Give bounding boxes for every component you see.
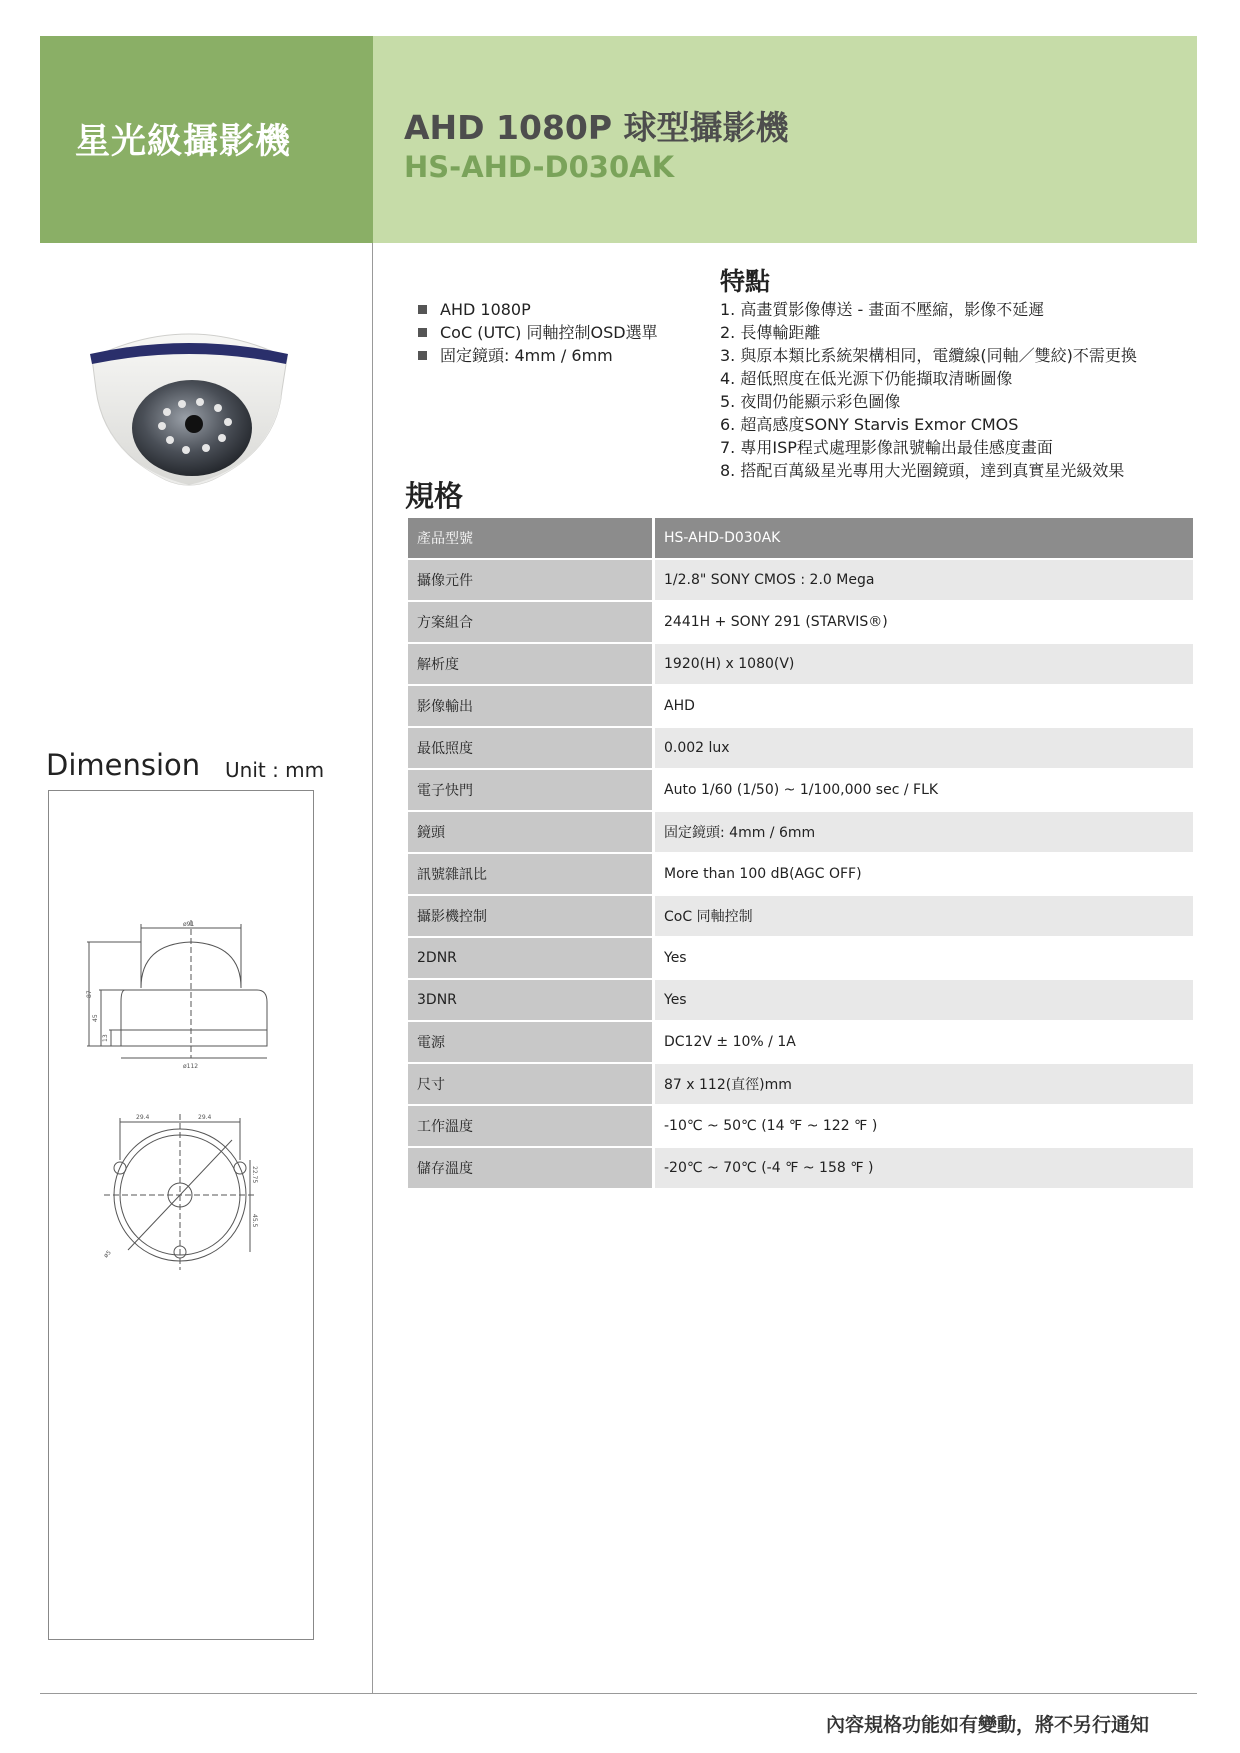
- dimension-unit: Unit : mm: [225, 758, 325, 782]
- list-item: 1. 高畫質影像傳送 - 畫面不壓縮，影像不延遲: [720, 300, 1045, 319]
- list-item: 4. 超低照度在低光源下仍能擷取清晰圖像: [720, 369, 1013, 388]
- table-row: 3DNR Yes: [408, 979, 1193, 1021]
- list-item: CoC (UTC) 同軸控制OSD選單: [418, 321, 658, 344]
- dimension-title: Dimension: [46, 748, 201, 782]
- table-row: 儲存溫度 -20℃ ~ 70℃ (-4 ℉ ~ 158 ℉ ): [408, 1147, 1193, 1189]
- list-item: 固定鏡頭: 4mm / 6mm: [418, 344, 658, 367]
- spec-table: [408, 518, 1193, 1190]
- list-item: 6. 超高感度SONY Starvis Exmor CMOS: [720, 415, 1019, 434]
- product-model: HS-AHD-D030AK: [404, 150, 675, 184]
- features-list: [720, 298, 1137, 482]
- label-right-offset: 29.4: [198, 1114, 212, 1121]
- table-row: 鏡頭 固定鏡頭: 4mm / 6mm: [408, 811, 1193, 853]
- label-height: 87: [86, 990, 93, 998]
- label-top-dia: ø91: [183, 921, 195, 928]
- label-left-offset: 29.4: [136, 1114, 150, 1121]
- label-low: 13: [102, 1034, 109, 1042]
- square-bullet-icon: [418, 305, 427, 314]
- table-row: 2DNR Yes: [408, 937, 1193, 979]
- header-category-panel: [40, 36, 373, 243]
- category-title: 星光級攝影機: [75, 122, 292, 162]
- table-row: 最低照度 0.002 lux: [408, 727, 1193, 769]
- top-view-drawing: [100, 1110, 260, 1280]
- label-r2: 45.5: [251, 1214, 258, 1228]
- list-item: AHD 1080P: [418, 298, 658, 321]
- table-row: 攝影機控制 CoC 同軸控制: [408, 895, 1193, 937]
- list-item: 8. 搭配百萬級星光專用大光圈鏡頭，達到真實星光級效果: [720, 461, 1125, 480]
- list-item: 5. 夜間仍能顯示彩色圖像: [720, 392, 901, 411]
- label-r1: 22.75: [251, 1166, 258, 1184]
- list-item: 7. 專用ISP程式處理影像訊號輸出最佳感度畫面: [720, 438, 1053, 457]
- table-row: 解析度 1920(H) x 1080(V): [408, 643, 1193, 685]
- table-row: 影像輸出 AHD: [408, 685, 1193, 727]
- column-divider: [372, 243, 373, 1693]
- table-row: 電子快門 Auto 1/60 (1/50) ~ 1/100,000 sec / FLK: [408, 769, 1193, 811]
- features-heading: 特點: [720, 267, 771, 296]
- label-hole: ø5: [102, 1249, 113, 1260]
- square-bullet-icon: [418, 328, 427, 337]
- header-title-panel: [373, 36, 1197, 243]
- side-view-drawing: [83, 918, 283, 1078]
- table-row: 產品型號 HS-AHD-D030AK: [408, 518, 1193, 559]
- highlight-list: [418, 298, 658, 367]
- table-row: 電源 DC12V ± 10% / 1A: [408, 1021, 1193, 1063]
- footer-divider: [40, 1693, 1197, 1694]
- table-row: 攝像元件 1/2.8" SONY CMOS : 2.0 Mega: [408, 559, 1193, 601]
- table-row: 方案組合 2441H + SONY 291 (STARVIS®): [408, 601, 1193, 643]
- table-row: 訊號雜訊比 More than 100 dB(AGC OFF): [408, 853, 1193, 895]
- list-item: 2. 長傳輸距離: [720, 323, 821, 342]
- table-row: 尺寸 87 x 112(直徑)mm: [408, 1063, 1193, 1105]
- label-mid: 45: [92, 1014, 99, 1022]
- label-base-dia: ø112: [183, 1063, 199, 1070]
- footer-note: 內容規格功能如有變動，將不另行通知: [826, 1714, 1150, 1736]
- specs-heading: 規格: [405, 479, 464, 513]
- square-bullet-icon: [418, 351, 427, 360]
- table-row: 工作溫度 -10℃ ~ 50℃ (14 ℉ ~ 122 ℉ ): [408, 1105, 1193, 1147]
- product-title: AHD 1080P 球型攝影機: [404, 108, 789, 147]
- list-item: 3. 與原本類比系統架構相同，電纜線(同軸／雙絞)不需更換: [720, 346, 1137, 365]
- camera-photo: [82, 320, 297, 520]
